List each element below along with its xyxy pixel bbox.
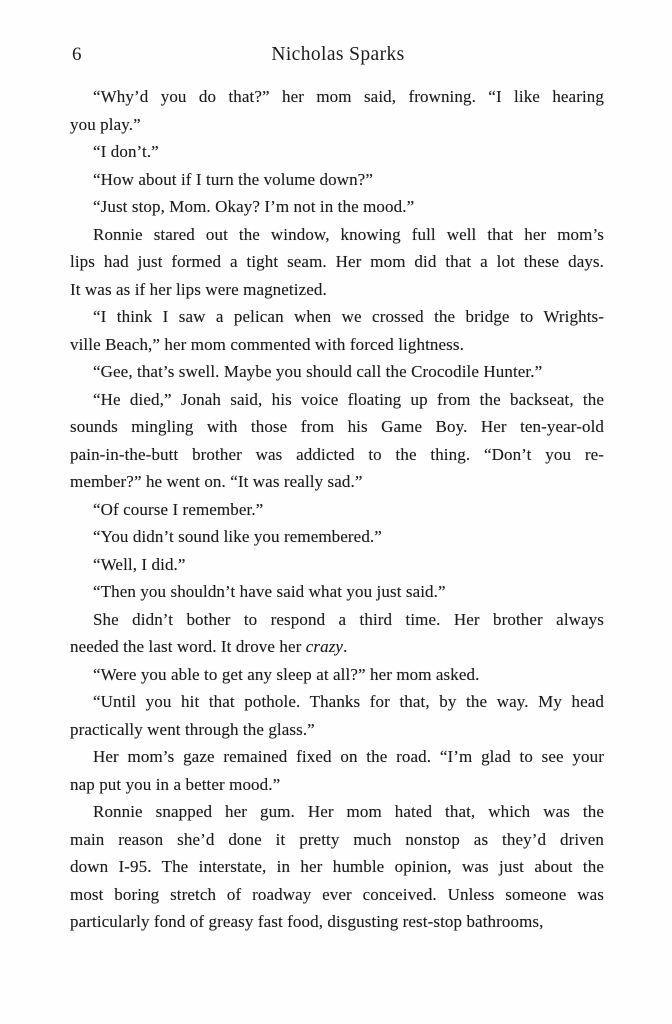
text-line: [70, 413, 604, 441]
text-segment: ville Beach,” her mom commented with forced lightness.: [70, 334, 464, 354]
text-line: [70, 496, 604, 524]
paragraph: [70, 578, 604, 606]
text-segment: “How about if I turn the volume down?”: [93, 169, 373, 189]
paragraph: [70, 386, 604, 496]
text-line: [70, 331, 604, 359]
text-line: [70, 138, 604, 166]
italic-text: crazy: [305, 637, 344, 656]
text-segment: Ronnie stared out the window, knowing full well that her mom’s: [93, 224, 604, 244]
text-segment: “Why’d you do that?” her mom said, frowning. “I like hearing: [93, 87, 604, 106]
text-line: [70, 248, 604, 276]
text-segment: “I think I saw a pelican when we crossed the bridge to Wrights-: [93, 307, 604, 326]
text-segment: “Until you hit that pothole. Thanks for that, by the way. My head: [93, 692, 604, 711]
text-segment: “He died,” Jonah said, his voice floating up from the backseat, the: [93, 389, 604, 409]
text-segment: main reason she’d done it pretty much nonstop as they’d driven: [70, 829, 604, 849]
text-line: [70, 386, 604, 414]
text-segment: pain-in-the-butt brother was addicted to the thing. “Don’t you re-: [70, 444, 604, 464]
paragraph: [70, 138, 604, 166]
text-line: [70, 441, 604, 469]
text-segment: down I-95. The interstate, in her humble opinion, was just about the: [70, 857, 604, 876]
text-segment: nap put you in a better mood.”: [70, 774, 281, 794]
text-line: [70, 661, 604, 689]
paragraph: [70, 551, 604, 579]
text-line: [70, 881, 604, 909]
text-line: [70, 908, 604, 936]
paragraph: [70, 496, 604, 524]
paragraph: [70, 358, 604, 386]
text-segment: “I don’t.”: [93, 142, 159, 161]
text-line: [70, 578, 604, 606]
text-line: [70, 83, 604, 111]
text-segment: “Then you shouldn’t have said what you just said.”: [93, 582, 446, 601]
text-line: [70, 221, 604, 249]
text-segment: member?” he went on. “It was really sad.”: [70, 472, 363, 491]
paragraph: [70, 688, 604, 743]
text-segment: particularly fond of greasy fast food, disgusting rest-stop bathrooms,: [70, 912, 544, 931]
paragraph: [70, 193, 604, 221]
text-segment: practically went through the glass.”: [70, 719, 315, 739]
paragraph: [70, 303, 604, 358]
text-line: [70, 551, 604, 579]
text-line: [70, 276, 604, 304]
text-line: [70, 523, 604, 551]
text-segment: you play.”: [70, 114, 141, 134]
text-line: [70, 743, 604, 771]
paragraph: [70, 661, 604, 689]
page-header: [70, 44, 606, 68]
paragraph: [70, 798, 604, 936]
text-segment: Her mom’s gaze remained fixed on the road. “I’m glad to see your: [93, 747, 604, 766]
page-body: [70, 83, 604, 936]
paragraph: [70, 166, 604, 194]
text-line: [70, 716, 604, 744]
text-segment: It was as if her lips were magnetized.: [70, 279, 327, 299]
text-segment: “Gee, that’s swell. Maybe you should call the Crocodile Hunter.”: [93, 362, 543, 381]
text-line: [70, 771, 604, 799]
text-segment: She didn’t bother to respond a third time. Her brother always: [93, 609, 604, 629]
text-segment: sounds mingling with those from his Game Boy. Her ten-year-old: [70, 417, 604, 436]
text-segment: most boring stretch of roadway ever conceived. Unless someone was: [70, 884, 604, 904]
text-line: [70, 606, 604, 634]
text-line: [70, 303, 604, 331]
text-line: [70, 798, 604, 826]
paragraph: [70, 743, 604, 798]
text-line: [70, 166, 604, 194]
text-segment: “Were you able to get any sleep at all?” her mom asked.: [93, 664, 480, 684]
text-segment: Ronnie snapped her gum. Her mom hated that, which was the: [93, 802, 604, 821]
text-segment: lips had just formed a tight seam. Her mom did that a lot these days.: [70, 252, 604, 271]
paragraph: [70, 606, 604, 661]
text-segment: needed the last word. It drove her: [70, 637, 306, 656]
text-line: [70, 826, 604, 854]
text-segment: “Just stop, Mom. Okay? I’m not in the mood.”: [93, 197, 415, 216]
text-line: [70, 358, 604, 386]
text-segment: “Of course I remember.”: [93, 499, 264, 519]
text-line: [70, 853, 604, 881]
text-line: [70, 468, 604, 496]
running-header: Nicholas Sparks: [271, 44, 405, 65]
paragraph: [70, 221, 604, 304]
text-line: [70, 688, 604, 716]
paragraph: [70, 523, 604, 551]
text-segment: .: [343, 637, 348, 656]
text-line: [70, 111, 604, 139]
text-line: [70, 193, 604, 221]
paragraph: [70, 83, 604, 138]
page-number: 6: [72, 44, 82, 65]
text-segment: “Well, I did.”: [93, 554, 186, 574]
text-segment: “You didn’t sound like you remembered.”: [93, 527, 382, 546]
text-line: [70, 633, 604, 661]
